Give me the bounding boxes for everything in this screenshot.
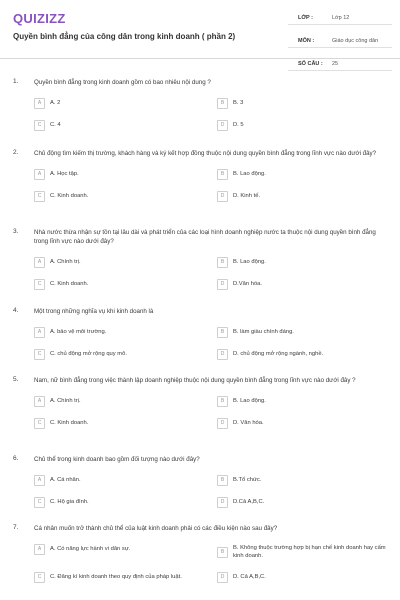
answer-option[interactable] [34,277,217,291]
option-text: D. 5 [233,122,244,128]
answer-option[interactable] [217,167,392,181]
meta-label: LỚP : [298,15,313,21]
option-letter-box: C [34,497,45,508]
question-item [0,78,400,140]
option-text: A. Chính trị. [50,259,81,265]
option-text: B. làm giàu chính đáng. [233,329,294,335]
option-letter-box: D [217,191,228,202]
question-text: Chủ động tìm kiếm thị trường, khách hàng và ký kết hợp đồng thuộc nội dung quyền bình đẳng trong lĩnh vực nào dưới đây? [34,150,377,157]
question-text: Chủ thể trong kinh doanh bao gồm đối tượng nào dưới đây? [34,456,200,463]
option-text: B. Lao động. [233,259,266,265]
meta-label: SỐ CÂU : [298,61,323,67]
meta-row-class [288,12,400,29]
option-text: A. bảo vệ môi trường. [50,329,107,335]
answer-option[interactable] [217,570,392,584]
meta-divider [288,70,392,71]
option-text: C. Đăng kí kinh doanh theo quy định của pháp luật. [50,574,182,580]
meta-value: 25 [332,61,339,67]
meta-row-count [288,58,400,75]
answer-option[interactable] [217,255,392,269]
option-text: C. Kinh doanh. [50,281,89,287]
option-letter-box: B [217,98,228,109]
option-text: A. Có năng lực hành vi dân sự. [50,546,131,552]
option-text: C. Hộ gia đình. [50,499,89,505]
answer-option[interactable] [217,189,392,203]
meta-divider [288,24,392,25]
option-text: C. Kinh doanh. [50,193,89,199]
question-number: 3. [13,228,19,235]
option-letter-box: D [217,572,228,583]
answer-options [34,96,388,140]
option-text: B. Lao động. [233,171,266,177]
answer-option[interactable] [34,473,217,487]
option-letter-box: C [34,572,45,583]
option-letter-box: D [217,497,228,508]
question-text: Quyền bình đẳng trong kinh doanh gồm có bao nhiêu nội dung ? [34,79,211,86]
option-letter-box: A [34,257,45,268]
option-text: A. Chính trị. [50,398,81,404]
answer-option[interactable] [34,255,217,269]
answer-option[interactable] [217,277,392,291]
worksheet-meta [288,0,400,75]
question-number: 5. [13,376,19,383]
answer-option[interactable] [217,473,392,487]
answer-option[interactable] [217,416,392,430]
option-letter-box: B [217,396,228,407]
option-text: D. chủ động mở rộng ngành, nghề. [233,351,324,357]
answer-options [34,394,388,438]
answer-option[interactable] [217,118,392,132]
answer-options [34,325,388,369]
option-letter-box: A [34,544,45,555]
answer-option[interactable] [34,394,217,408]
option-text: D. Cả A,B,C. [233,574,266,580]
option-text: C. 4 [50,122,61,128]
option-letter-box: D [217,418,228,429]
option-letter-box: A [34,98,45,109]
option-text: D. Văn hóa. [233,420,264,426]
answer-option[interactable] [34,189,217,203]
question-number: 1. [13,78,19,85]
option-text: A. Cá nhân. [50,477,81,483]
answer-option[interactable] [34,416,217,430]
worksheet-header [0,0,400,67]
answer-option[interactable] [217,96,392,110]
option-text: B. Không thuộc trường hợp bị hạn chế kinh doanh hay cấm kinh doanh. [233,545,386,559]
question-number: 6. [13,455,19,462]
option-text: A. Học tập. [50,171,79,177]
question-text: Nhà nước thừa nhận sự tồn tại lâu dài và phát triển của các loại hình doanh nghiệp nước ta thuộc nội dung quyền bình đẳng trong lĩnh vực nào dưới đây? [34,229,376,245]
answer-option[interactable] [34,495,217,509]
option-letter-box: C [34,418,45,429]
answer-option[interactable] [217,394,392,408]
answer-option[interactable] [217,495,392,509]
option-letter-box: D [217,279,228,290]
meta-value: Lớp 12 [332,15,350,21]
option-text: D.Cả A,B,C. [233,499,265,505]
answer-option[interactable] [34,542,217,556]
answer-options [34,473,388,517]
option-text: D.Văn hóa. [233,281,263,287]
answer-options [34,255,388,299]
option-letter-box: B [217,257,228,268]
option-text: D. Kinh tế. [233,193,261,199]
question-item [0,228,400,299]
question-number: 2. [13,149,19,156]
option-letter-box: A [34,396,45,407]
option-letter-box: C [34,120,45,131]
question-item [0,307,400,369]
answer-option[interactable] [217,325,392,339]
meta-divider [288,47,392,48]
option-letter-box: D [217,349,228,360]
option-letter-box: B [217,327,228,338]
answer-option[interactable] [217,542,392,562]
option-letter-box: B [217,169,228,180]
question-text: Nam, nữ bình đẳng trong việc thành lập doanh nghiệp thuộc nội dung quyền bình đẳng trong lĩnh vực nào dưới đây ? [34,377,356,384]
answer-option[interactable] [34,167,217,181]
option-letter-box: C [34,349,45,360]
option-text: B. Lao động. [233,398,266,404]
question-number: 4. [13,307,19,314]
option-text: A. 2 [50,100,61,106]
question-text: Một trong những nghĩa vụ khi kinh doanh là [34,308,154,315]
answer-option[interactable] [217,347,392,361]
question-item [0,376,400,438]
question-number: 7. [13,524,19,531]
answer-option[interactable] [34,325,217,339]
option-letter-box: C [34,279,45,290]
option-letter-box: B [217,547,228,558]
option-text: C. Kinh doanh. [50,420,89,426]
meta-label: MÔN : [298,38,315,44]
answer-option[interactable] [34,570,217,584]
answer-option[interactable] [34,118,217,132]
worksheet-title: Quyền bình đẳng của công dân trong kinh doanh ( phần 2) [13,32,236,41]
answer-option[interactable] [34,347,217,361]
question-item [0,149,400,211]
answer-options [34,167,388,211]
option-letter-box: A [34,475,45,486]
option-text: C. chủ động mở rộng quy mô. [50,351,127,357]
option-letter-box: D [217,120,228,131]
meta-row-subject [288,35,400,52]
option-letter-box: C [34,191,45,202]
quizizz-logo: QUIZIZZ [13,11,66,26]
question-item [0,524,400,592]
answer-option[interactable] [34,96,217,110]
option-text: B.Tổ chức. [233,477,262,483]
meta-value: Giáo dục công dân [332,38,379,44]
question-text: Cá nhân muốn trở thành chủ thể của luật kinh doanh phải có các điều kiện nào sau đây? [34,525,278,532]
question-item [0,455,400,517]
option-letter-box: B [217,475,228,486]
option-letter-box: A [34,327,45,338]
option-letter-box: A [34,169,45,180]
option-text: B. 3 [233,100,244,106]
answer-options [34,542,388,592]
